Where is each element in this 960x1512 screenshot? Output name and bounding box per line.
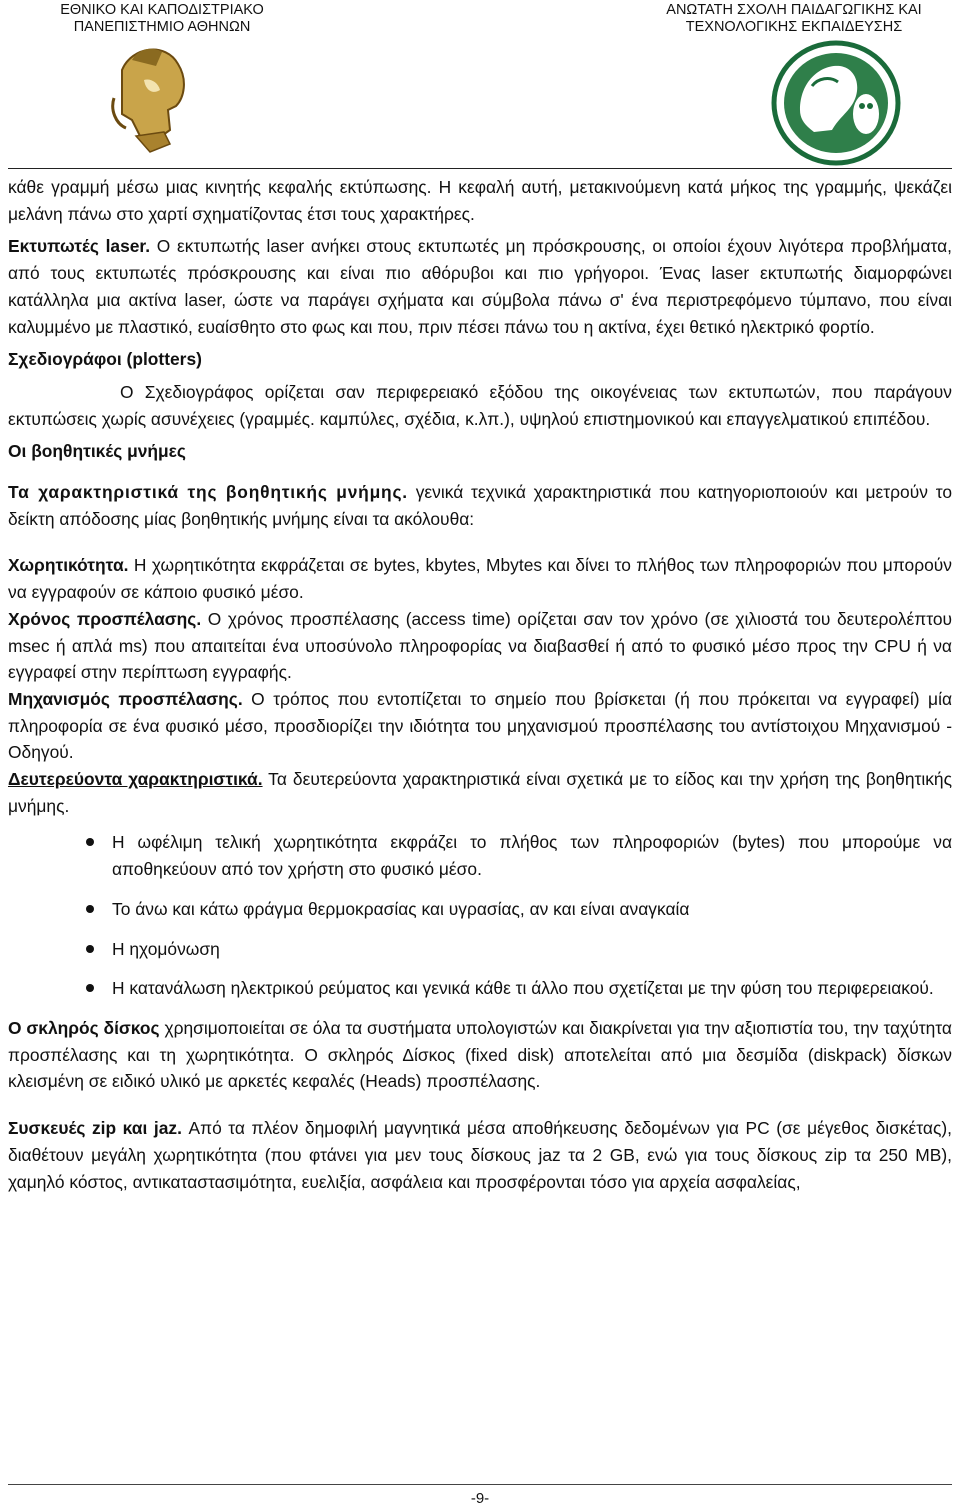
page-header [0,0,960,175]
secondary-characteristics-list [8,829,952,1002]
list-item [8,829,952,882]
access-mechanism-paragraph [8,686,952,766]
zip-jaz-text: Από τα πλέον δημοφιλή μαγνητικά μέσα αποθήκευσης δεδομένων για PC (σε μέγεθος δισκέτας), διαθέτουν μεγάλη χωρητικότητα (που φτάνει για μεν τους δίσκους jaz τα 2 GB, ενώ για τους δίσκους zip τα 250 MB), χαμηλό κόστος, αντικαταστασιμότητα, ευελιξία, ασφάλεια και προσφέρονται τόσο για αρχεία ασφαλείας, [8,1118,952,1192]
hard-disk-text: χρησιμοποιείται σε όλα τα συστήματα υπολογιστών και διακρίνεται για την αξιοπιστία του, την ταχύτητα προσπέλασης και τη χωρητικότητα. Ο σκληρός Δίσκος (fixed disk) αποτελείται από μια δεσμίδα (diskpack) δίσκων κλεισμένη σε ειδικό υλικό με αρκετές κεφαλές (Heads) προσπέλασης. [8,1017,952,1092]
university-name-line2: ΠΑΝΕΠΙΣΤΗΜΙΟ ΑΘΗΝΩΝ [73,19,251,35]
list-item [8,975,952,1002]
secondary-characteristics-paragraph [8,766,952,819]
school-name [644,2,944,36]
access-time-heading: Χρόνος προσπέλασης. [8,608,202,629]
laser-printers-text: Ο εκτυπωτής laser ανήκει στους εκτυπωτές μη πρόσκρουσης, οι οποίοι έχουν λιγότερα προβλήματα, από τους εκτυπωτές πρόσκρουσης και είναι πιο αθόρυβοι και πιο γρήγοροι. Ένας laser εκτυπωτής διαμορφώνει κατάλληλα μια ακτίνα laser, ώστε να παράγει σχήματα και σύμβολα πάνω σ' ένα περιστρεφόμενο τύμπανο, που είναι καλυμμένο με πλαστικό, ευαίσθητο στο φως και που, πριν πέσει πάνω του η ακτίνα, έχει θετικό ηλεκτρικό φορτίο. [8,236,953,337]
bullet-icon [86,838,94,846]
access-time-paragraph [8,606,952,686]
school-name-line2: ΤΕΧΝΟΛΟΓΙΚΗΣ ΕΚΠΑΙΔΕΥΣΗΣ [685,19,903,35]
athena-owl-seal-logo-icon [770,40,902,166]
page-number: -9- [470,1490,490,1507]
plotters-heading: Σχεδιογράφοι (plotters) [8,349,202,370]
access-mechanism-heading: Μηχανισμός προσπέλασης. [8,688,243,709]
intro-paragraph: κάθε γραμμή μέσω μιας κινητής κεφαλής εκτύπωσης. Η κεφαλή αυτή, μετακινούμενη κατά μήκος της γραμμής, ψεκάζει μελάνη πάνω στο χαρτί σχηματίζοντας έτσι τους χαρακτήρες. [8,177,952,224]
capacity-text: Η χωρητικότητα εκφράζεται σε bytes, kbytes, Mbytes και δίνει το πλήθος των πληροφοριών που μπορούν να εγγραφούν σε κάποιο φυσικό μέσο. [8,555,952,603]
capacity-heading: Χωρητικότητα. [8,555,129,576]
hard-disk-paragraph [8,1015,952,1095]
list-item-text: Η ηχομόνωση [112,938,220,959]
footer-divider [8,1484,952,1485]
list-item-text: Το άνω και κάτω φράγμα θερμοκρασίας και υγρασίας, αν και είναι αναγκαία [112,898,690,919]
school-name-line1: ΑΝΩΤΑΤΗ ΣΧΟΛΗ ΠΑΙΔΑΓΩΓΙΚΗΣ ΚΑΙ [666,2,922,18]
athena-helmet-logo-icon [92,40,204,158]
zip-jaz-paragraph [8,1115,952,1195]
bullet-icon [86,905,94,913]
secondary-characteristics-heading: Δευτερεύοντα χαρακτηριστικά. [8,769,263,790]
laser-printers-heading: Εκτυπωτές laser. [8,236,151,257]
list-item-text: Η ωφέλιμη τελική χωρητικότητα εκφράζει το πλήθος των πληροφοριών (bytes) που μπορούμε να αποθηκεύουν από τον χρήστη στο φυσικό μέσο. [112,832,952,880]
secondary-characteristics-text: Τα δευτερεύοντα χαρακτηριστικά είναι σχετικά με το είδος και την χρήση της βοηθητικής μνήμης. [8,769,952,816]
aux-memory-heading: Οι βοηθητικές μνήμες [8,441,186,462]
bullet-icon [86,984,94,992]
university-name-line1: ΕΘΝΙΚΟ ΚΑΙ ΚΑΠΟΔΙΣΤΡΙΑΚΟ [60,2,264,18]
characteristics-heading: Τα χαρακτηριστικά της βοηθητικής μνήμης. [8,482,408,503]
capacity-paragraph [8,552,952,605]
list-item [8,936,952,963]
laser-printers-paragraph [8,233,952,340]
characteristics-paragraph [8,479,952,532]
hard-disk-heading: Ο σκληρός δίσκος [8,1017,160,1038]
list-item [8,896,952,923]
zip-jaz-heading: Συσκευές zip και jaz. [8,1118,182,1139]
header-divider [8,168,952,169]
list-item-text: Η κατανάλωση ηλεκτρικού ρεύματος και γενικά κάθε τι άλλο που σχετίζεται με την φύση του περιφερειακού. [112,978,934,999]
access-mechanism-text: Ο τρόπος που εντοπίζεται το σημείο που βρίσκεται (ή που πρόκειται να εγγραφεί) μία πληροφορία σε ένα φυσικό μέσο, προσδιορίζει την ιδιότητα του μηχανισμού προσπέλασης του αντίστοιχου Μηχανισμού - Οδηγού. [8,688,952,763]
characteristics-text: γενικά τεχνικά χαρακτηριστικά που κατηγοριοποιούν και μετρούν το δείκτη απόδοσης μίας βοηθητικής μνήμης είναι τα ακόλουθα: [8,482,953,529]
access-time-text: Ο χρόνος προσπέλασης (access time) ορίζεται σαν τον χρόνο (σε χιλιοστά του δευτερολέπτου msec ή απλά ms) που απαιτείται ένα υποσύνολο πληροφορίας να διαβασθεί ή από το φυσικό μέσο προς την CPU ή να εγγραφεί στην περίπτωση εγγραφής. [8,608,952,683]
plotters-paragraph: Ο Σχεδιογράφος ορίζεται σαν περιφερειακό εξόδου της οικογένειας των εκτυπωτών, που παράγουν εκτυπώσεις χωρίς ασυνέχειες (γραμμές. καμπύλες, σχέδια, κ.λπ.), υψηλού επιστημονικού και επαγγελματικού επιπέδου. [8,381,952,429]
page-body [8,174,952,1195]
university-name [52,2,272,36]
bullet-icon [86,945,94,953]
